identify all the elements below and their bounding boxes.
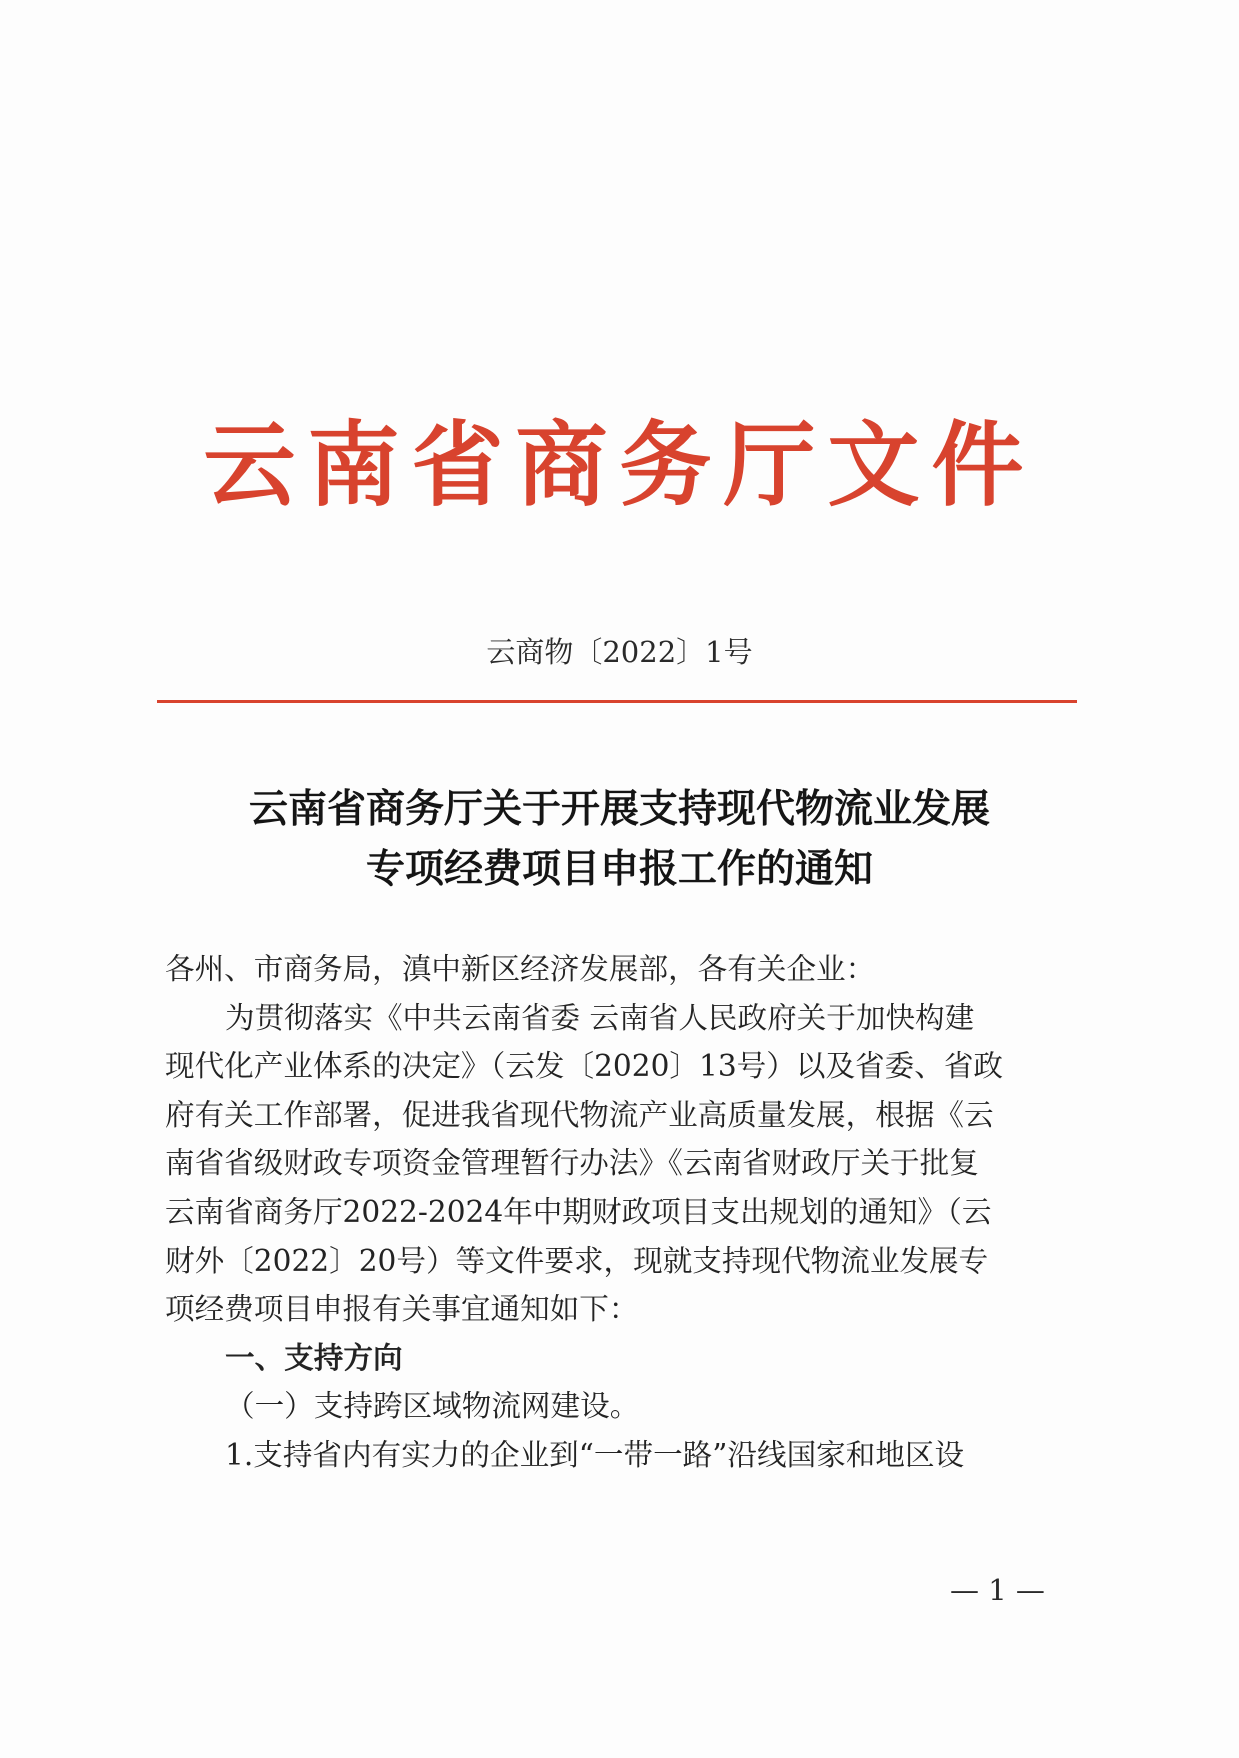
notice-title — [0, 780, 1239, 900]
body-paragraph-line: 府有关工作部署，促进我省现代物流产业高质量发展，根据《云 — [165, 1097, 994, 1132]
red-divider-line — [157, 700, 1077, 703]
body-paragraph-line: 现代化产业体系的决定》（云发〔2020〕13号）以及省委、省政 — [165, 1049, 1004, 1084]
subsection-heading: （一）支持跨区域物流网建设。 — [225, 1389, 640, 1424]
notice-title-line-1: 云南省商务厅关于开展支持现代物流业发展 — [248, 787, 990, 832]
document-number: 云商物〔2022〕1号 — [486, 635, 753, 669]
masthead-title: 云南省商务厅文件 — [203, 411, 1036, 519]
page-number: — 1 — — [950, 1573, 1045, 1607]
body-paragraph-line: 为贯彻落实《中共云南省委 云南省人民政府关于加快构建 — [225, 1000, 975, 1035]
notice-title-line-2: 专项经费项目申报工作的通知 — [365, 847, 873, 892]
salutation: 各州、市商务局，滇中新区经济发展部，各有关企业： — [165, 952, 876, 986]
body-paragraph-line: 云南省商务厅2022-2024年中期财政项目支出规划的通知》（云 — [165, 1194, 992, 1229]
body-paragraph-line: 财外〔2022〕20号）等文件要求，现就支持现代物流业发展专 — [165, 1243, 989, 1278]
notice-body — [165, 945, 1085, 1480]
list-item: 1.支持省内有实力的企业到“一带一路”沿线国家和地区设 — [225, 1437, 965, 1472]
body-paragraph-line: 南省省级财政专项资金管理暂行办法》《云南省财政厅关于批复 — [165, 1146, 979, 1181]
section-heading: 一、支持方向 — [225, 1340, 403, 1375]
body-paragraph-line: 项经费项目申报有关事宜通知如下： — [165, 1292, 639, 1327]
